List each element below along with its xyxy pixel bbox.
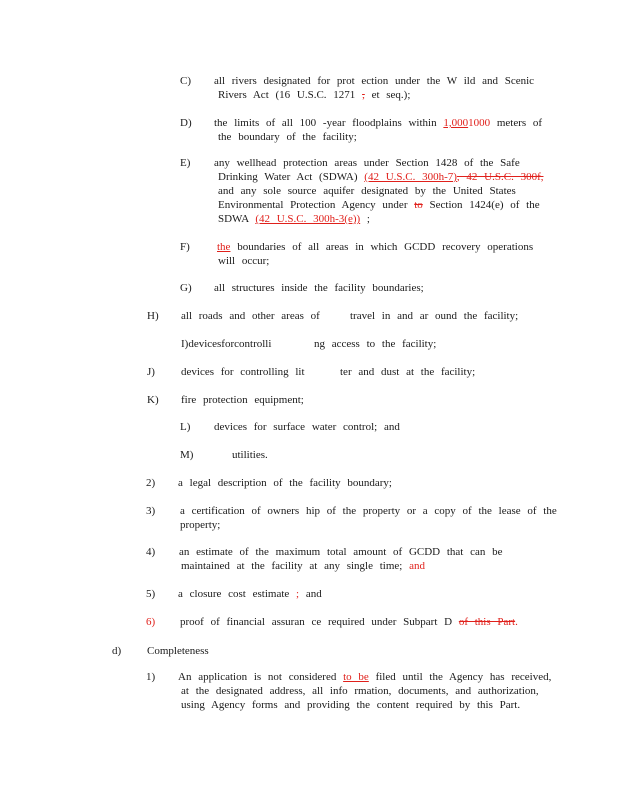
item-text: an estimate of the maximum total amount of GCDD that can be [179, 546, 503, 558]
item-text: a closure cost estimate ; and [178, 588, 322, 600]
item-label: 5) [146, 588, 156, 600]
item-label: 1) [146, 671, 156, 683]
item-text: a certification of owners hip of the property or a copy of the lease of the [180, 505, 557, 517]
item-text: will occur; [218, 255, 270, 267]
item-text: utilities. [232, 449, 268, 461]
item-label: 3) [146, 505, 156, 517]
inserted-text: (42 U.S.C. 300h-3(e)) [255, 213, 361, 225]
item-text: the limits of all 100 -year floodplains within 1,0001000 meters of [214, 117, 543, 129]
item-text: SDWA (42 U.S.C. 300h-3(e)) ; [218, 213, 370, 225]
item-label: D) [180, 117, 192, 129]
inserted-text: the [217, 241, 231, 253]
item-label: G) [180, 282, 192, 294]
item-text: using Agency forms and providing the content required by this Part. [181, 699, 521, 711]
item-text: and any sole source aquifer designated by the United States [218, 185, 516, 197]
item-text: the boundaries of all areas in which GCDD recovery operations [217, 241, 534, 253]
item-text: ng access to the facility; [314, 338, 437, 350]
item-text: maintained at the facility at any single time; and [181, 560, 425, 572]
item-label: E) [180, 157, 191, 169]
deleted-text: , [362, 89, 365, 101]
item-text: property; [180, 519, 221, 531]
item-label: 6) [146, 616, 156, 628]
inserted-text: and [409, 560, 425, 572]
item-text: any wellhead protection areas under Section 1428 of the Safe [214, 157, 520, 169]
item-text: Drinking Water Act (SDWA) (42 U.S.C. 300h-7), 42 U.S.C. 300f, [218, 171, 544, 183]
item-label: 4) [146, 546, 156, 558]
inserted-text: (42 U.S.C. 300h-7) [364, 171, 457, 183]
item-text: all rivers designated for prot ection under the W ild and Scenic [214, 75, 535, 87]
deleted-text: of this Part [458, 616, 516, 628]
item-label: K) [147, 394, 159, 406]
item-text: all structures inside the facility boundaries; [214, 282, 424, 294]
deleted-text: , 42 U.S.C. 300f, [456, 171, 544, 183]
section-label: d) [112, 645, 122, 657]
item-text: devices for surface water control; and [214, 421, 400, 433]
item-text: travel in and ar ound the facility; [350, 310, 519, 322]
item-text: ter and dust at the facility; [340, 366, 476, 378]
revised-text: 1000 [468, 117, 491, 129]
item-text: the boundary of the facility; [218, 131, 357, 143]
item-text: proof of financial assuran ce required under Subpart D of this Part. [180, 616, 518, 628]
item-label: J) [147, 366, 155, 378]
revised-text: ; [296, 588, 300, 600]
item-text: devices for controlling lit [181, 366, 305, 378]
item-text: fire protection equipment; [181, 394, 304, 406]
item-text: An application is not considered to be filed until the Agency has received, [178, 671, 552, 683]
item-text: all roads and other areas of [181, 310, 320, 322]
item-label: C) [180, 75, 191, 87]
item-text: at the designated address, all info rmation, documents, and authorization, [181, 685, 539, 697]
item-text: a legal description of the facility boundary; [178, 477, 392, 489]
item-text: Environmental Protection Agency under to Section 1424(e) of the [218, 199, 540, 211]
item-label: H) [147, 310, 159, 322]
item-label: L) [180, 421, 191, 433]
section-heading: Completeness [147, 645, 209, 657]
item-text: I)devicesforcontrolli [181, 338, 272, 350]
inserted-text: to be [343, 671, 369, 683]
item-label: F) [180, 241, 190, 253]
deleted-text: to [414, 199, 423, 211]
item-label: 2) [146, 477, 156, 489]
item-label: M) [180, 449, 194, 461]
item-text: Rivers Act (16 U.S.C. 1271 , et seq.); [218, 89, 411, 101]
inserted-text: 1,000 [443, 117, 469, 129]
